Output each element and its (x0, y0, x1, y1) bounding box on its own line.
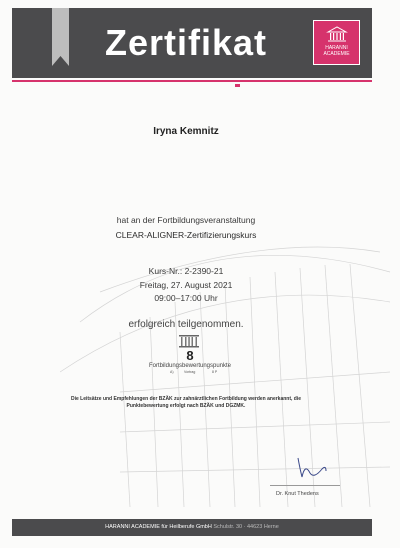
footer-address: Schulstr. 30 · 44623 Herne (213, 524, 279, 530)
columns-icon (178, 334, 200, 348)
footer-bar (12, 519, 372, 536)
points-label: Fortbildungsbewertungspunkte (148, 363, 232, 369)
signer-name: Dr. Knut Thedens (276, 491, 319, 497)
course-time: 09:00–17:00 Uhr (154, 293, 218, 303)
certificate-title: Zertifikat (104, 22, 268, 63)
handwritten-signature (296, 455, 328, 481)
footer-organization: HARANNI ACADEMIE für Heilberufe GmbH (105, 524, 212, 530)
participant-name: Iryna Kemnitz (153, 126, 219, 137)
course-title: CLEAR-ALIGNER-Zertifizierungskurs (115, 230, 257, 240)
recognition-note-line1: Die Leitsätze und Empfehlungen der BZÄK zur zahnärztlichen Fortbildung werden anerkannt, die (70, 396, 302, 402)
points-sub-type: Vortrag (184, 370, 196, 374)
points-value: 8 (186, 348, 194, 363)
accent-divider (12, 80, 372, 82)
recognition-note-line2: Punktebewertung erfolgt nach BZÄK und DGZMK. (126, 403, 246, 409)
logo-text-haranni: HARANNI (325, 45, 348, 51)
course-number: Kurs-Nr.: 2-2390-21 (148, 266, 224, 276)
academy-building-icon (326, 26, 348, 42)
accent-mark (235, 84, 240, 87)
completion-statement: erfolgreich teilgenommen. (128, 319, 244, 330)
course-date: Freitag, 27. August 2021 (139, 280, 233, 290)
signature-line (270, 485, 340, 486)
points-sub-category: A) (170, 370, 174, 374)
haranni-academie-logo (313, 20, 360, 65)
logo-text-academie: ACADEMIE (323, 51, 350, 57)
attendance-intro: hat an der Fortbildungsveranstaltung (116, 215, 256, 225)
points-sub-value: 8 P (212, 370, 218, 374)
